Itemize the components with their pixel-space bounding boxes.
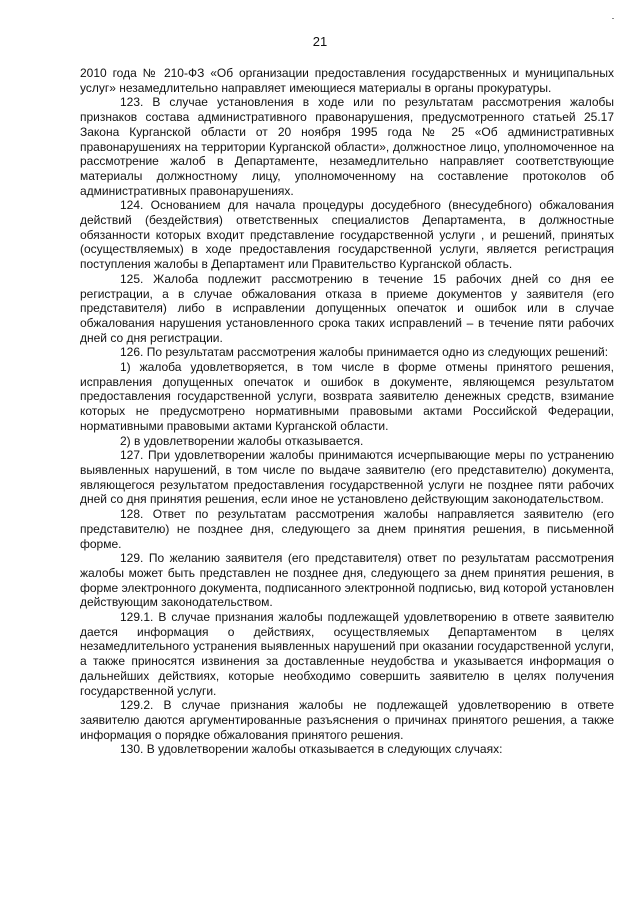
paragraph-129-1: 129.1. В случае признания жалобы подлежащей удовлетворению в ответе заявителю дается информация о действиях, осуществляемых Департаментом в целях незамедлительного устранения выявленных нарушений при оказании государственной услуги, а также приносятся извинения за доставленные неудобства и указывается информация о дальнейших действиях, которые необходимо совершить заявителю в целях получения государственной услуги. [80, 610, 614, 698]
paragraph-126-item-2: 2) в удовлетворении жалобы отказывается. [120, 433, 364, 448]
paragraph-126: 126. По результатам рассмотрения жалобы принимается одно из следующих решений: [120, 345, 609, 360]
paragraph-128: 128. Ответ по результатам рассмотрения жалобы направляется заявителю (его представителю) не позднее дня, следующего за днем принятия решения, в письменной форме. [80, 507, 614, 551]
document-body [80, 66, 614, 757]
paragraph-126-item-1: 1) жалоба удовлетворяется, в том числе в форме отмены принятого решения, исправления допущенных опечаток и ошибок в документе, являющемся результатом предоставления государственной услуги, возврата заявителю денежных средств, взимание которых не предусмотрено нормативными правовыми актами Российской Федерации, нормативными правовыми актами Курганской области. [80, 360, 614, 433]
paragraph-continuation: 2010 года № 210-ФЗ «Об организации предоставления государственных и муниципальных услуг» незамедлительно направляет имеющиеся материалы в органы прокуратуры. [80, 66, 614, 95]
paragraph-125: 125. Жалоба подлежит рассмотрению в течение 15 рабочих дней со дня ее регистрации, а в случае обжалования отказа в приеме документов у заявителя (его представителя) либо в исправлении допущенных опечаток и ошибок или в случае обжалования нарушения установленного срока таких исправлений – в течение пяти рабочих дней со дня регистрации. [80, 271, 614, 345]
paragraph-130: 130. В удовлетворении жалобы отказывается в следующих случаях: [120, 742, 503, 757]
scan-mark [612, 18, 614, 19]
page-number: 21 [312, 34, 328, 49]
paragraph-129-2: 129.2. В случае признания жалобы не подлежащей удовлетворению в ответе заявителю даются аргументированные разъяснения о причинах принятого решения, а также информация о порядке обжалования принятого решения. [80, 698, 614, 742]
paragraph-127: 127. При удовлетворении жалобы принимаются исчерпывающие меры по устранению выявленных нарушений, в том числе по выдаче заявителю (его представителю) документа, являющегося результатом предоставления государственной услуги не позднее пяти рабочих дней со дня принятия решения, если иное не установлено действующим законодательством. [80, 448, 614, 507]
paragraph-124: 124. Основанием для начала процедуры досудебного (внесудебного) обжалования действий (бездействия) ответственных специалистов Департамента, в должностные обязанности которых входит представление государственной услуги , и решений, принятых (осуществляемых) в ходе предоставления государственной услуги, является регистрация поступления жалобы в Департамент или Правительство Курганской область. [80, 198, 614, 272]
paragraph-129: 129. По желанию заявителя (его представителя) ответ по результатам рассмотрения жалобы может быть представлен не позднее дня, следующего за днем принятия решения, в форме электронного документа, подписанного электронной подписью, вид которой установлен действующим законодательством. [80, 551, 614, 610]
paragraph-123: 123. В случае установления в ходе или по результатам рассмотрения жалобы признаков состава административного правонарушения, предусмотренного статьей 25.17 Закона Курганской области от 20 ноября 1995 года № 25 «Об административных правонарушениях на территории Курганской области», должностное лицо, уполномоченное на рассмотрение жалоб в Департаменте, незамедлительно направляет соответствующие материалы должностному лицу, уполномоченному на составление протоколов об административных правонарушениях. [80, 95, 614, 198]
